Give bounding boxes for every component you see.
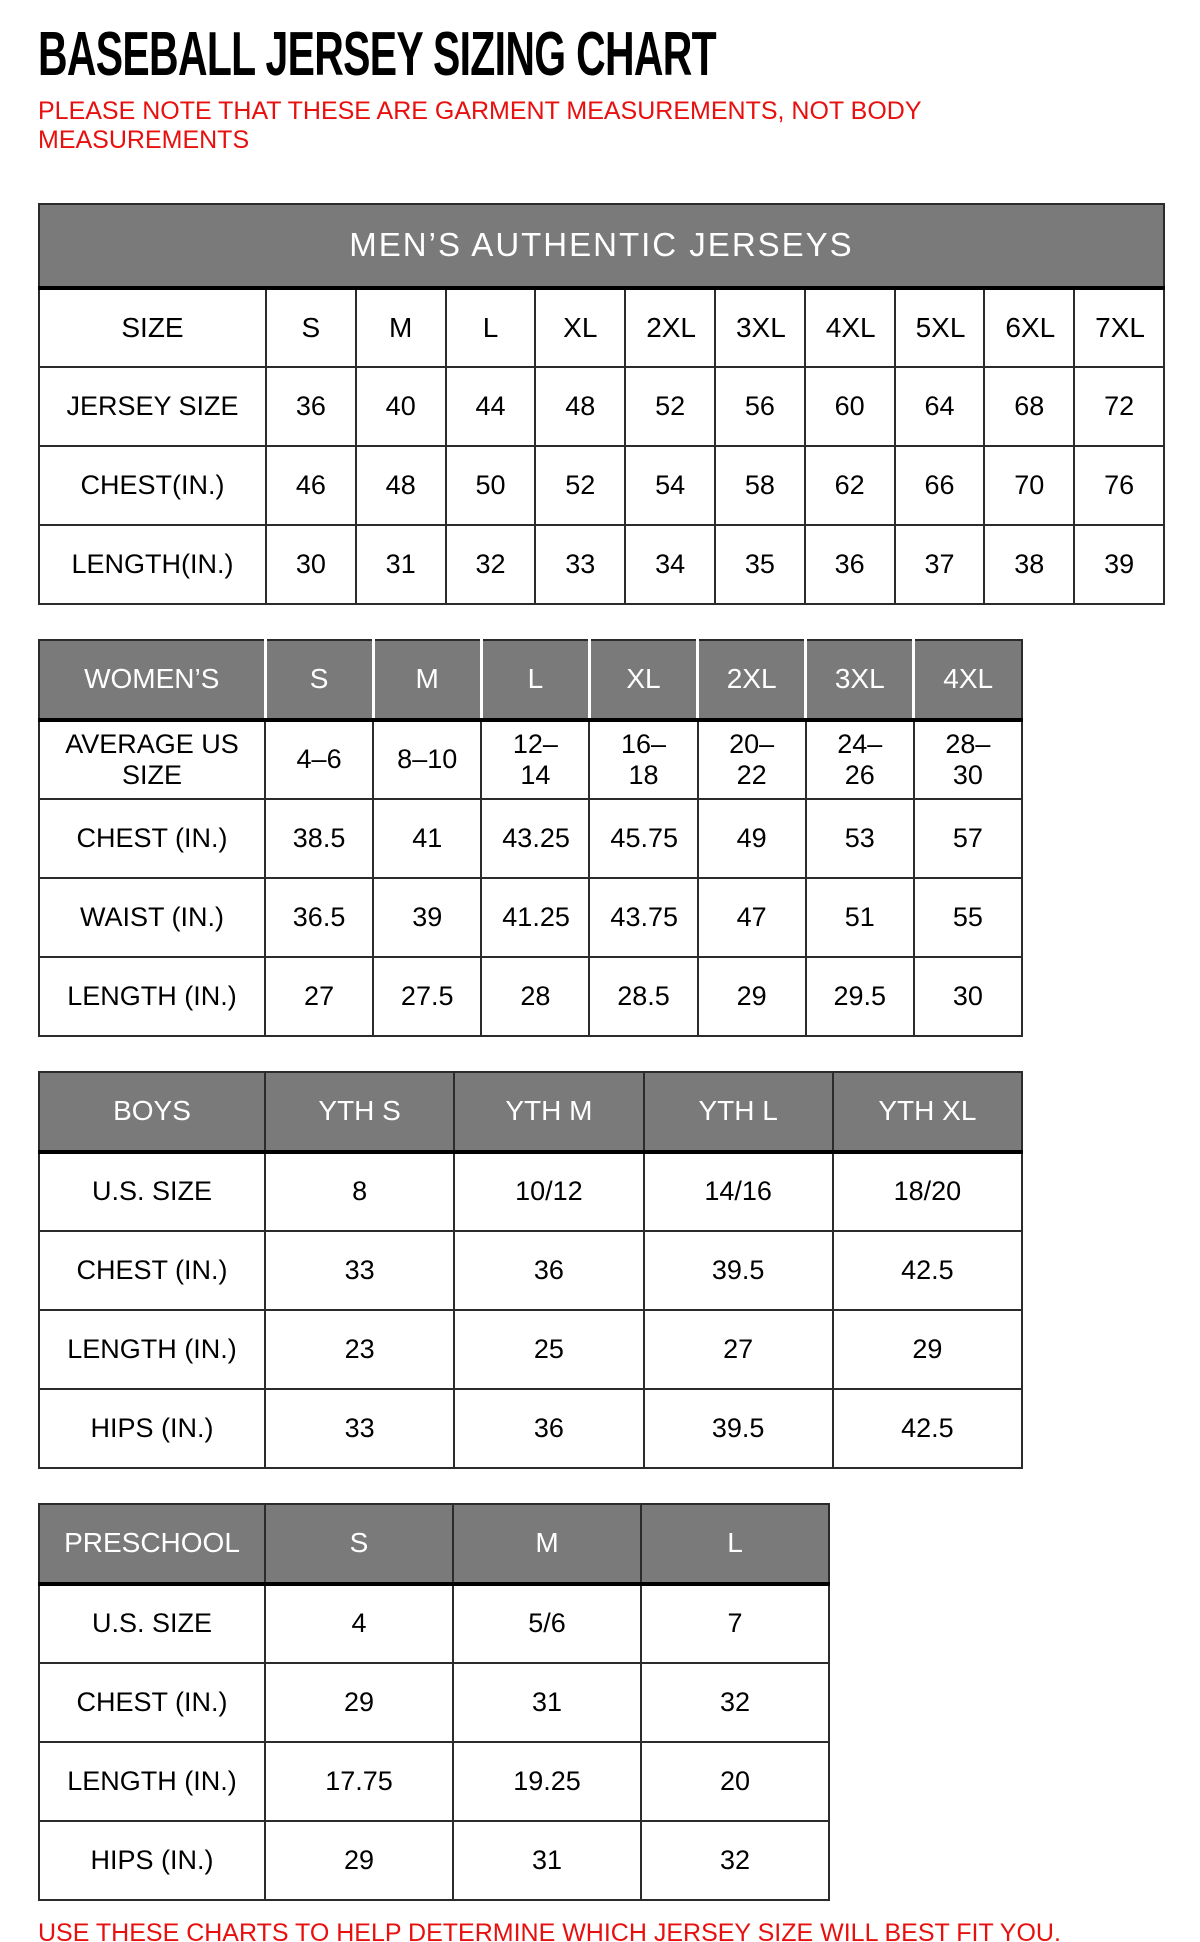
womens-row bbox=[39, 957, 1022, 1036]
preschool-data-cell: 32 bbox=[641, 1821, 829, 1900]
preschool-data-cell: 4 bbox=[265, 1584, 453, 1663]
womens-data-cell: 12–14 bbox=[481, 720, 589, 799]
womens-data-cell: 29.5 bbox=[806, 957, 914, 1036]
womens-data-cell: 53 bbox=[806, 799, 914, 878]
preschool-sizing-table bbox=[38, 1503, 830, 1901]
boys-sizing-table bbox=[38, 1071, 1023, 1469]
womens-row-label: AVERAGE US SIZE bbox=[39, 720, 265, 799]
mens-col-header: L bbox=[446, 288, 536, 367]
boys-row bbox=[39, 1231, 1022, 1310]
mens-col-header: XL bbox=[535, 288, 625, 367]
womens-data-cell: 41.25 bbox=[481, 878, 589, 957]
womens-row-label: CHEST (IN.) bbox=[39, 799, 265, 878]
womens-data-cell: 30 bbox=[914, 957, 1022, 1036]
boys-col-header: YTH S bbox=[265, 1072, 454, 1152]
womens-data-cell: 29 bbox=[698, 957, 806, 1036]
mens-row-label: LENGTH(IN.) bbox=[39, 525, 266, 604]
mens-col-header: M bbox=[356, 288, 446, 367]
womens-col-header: S bbox=[265, 640, 373, 720]
mens-data-cell: 40 bbox=[356, 367, 446, 446]
mens-data-cell: 48 bbox=[535, 367, 625, 446]
womens-row bbox=[39, 720, 1022, 799]
footer-text: USE THESE CHARTS TO HELP DETERMINE WHICH JERSEY SIZE WILL BEST FIT YOU. bbox=[38, 1918, 1061, 1942]
preschool-data-cell: 20 bbox=[641, 1742, 829, 1821]
garment-measurement-note bbox=[38, 97, 1200, 155]
womens-row-label: LENGTH (IN.) bbox=[39, 957, 265, 1036]
mens-data-cell: 62 bbox=[805, 446, 895, 525]
preschool-data-cell: 29 bbox=[265, 1821, 453, 1900]
womens-data-cell: 38.5 bbox=[265, 799, 373, 878]
preschool-row bbox=[39, 1742, 829, 1821]
mens-data-cell: 36 bbox=[805, 525, 895, 604]
preschool-row bbox=[39, 1584, 829, 1663]
mens-data-cell: 39 bbox=[1074, 525, 1164, 604]
preschool-data-cell: 32 bbox=[641, 1663, 829, 1742]
boys-data-cell: 10/12 bbox=[454, 1152, 643, 1231]
page-title: BASEBALL JERSEY SIZING CHART bbox=[38, 20, 717, 89]
boys-row-label: LENGTH (IN.) bbox=[39, 1310, 265, 1389]
womens-data-cell: 27 bbox=[265, 957, 373, 1036]
mens-data-cell: 50 bbox=[446, 446, 536, 525]
boys-data-cell: 42.5 bbox=[833, 1231, 1022, 1310]
womens-col-header: XL bbox=[589, 640, 697, 720]
mens-sizing-table bbox=[38, 203, 1165, 605]
boys-data-cell: 33 bbox=[265, 1389, 454, 1468]
boys-row bbox=[39, 1389, 1022, 1468]
preschool-row bbox=[39, 1821, 829, 1900]
womens-data-cell: 28–30 bbox=[914, 720, 1022, 799]
mens-row-label: CHEST(IN.) bbox=[39, 446, 266, 525]
mens-banner: MEN’S AUTHENTIC JERSEYS bbox=[39, 204, 1164, 288]
mens-data-cell: 68 bbox=[984, 367, 1074, 446]
preschool-data-cell: 17.75 bbox=[265, 1742, 453, 1821]
note-line-1: PLEASE NOTE THAT THESE ARE GARMENT MEASUREMENTS, NOT BODY bbox=[38, 96, 922, 125]
boys-header-label: BOYS bbox=[39, 1072, 265, 1152]
boys-data-cell: 18/20 bbox=[833, 1152, 1022, 1231]
mens-col-header: 3XL bbox=[715, 288, 805, 367]
mens-data-cell: 32 bbox=[446, 525, 536, 604]
boys-data-cell: 39.5 bbox=[644, 1389, 833, 1468]
preschool-data-cell: 31 bbox=[453, 1663, 641, 1742]
womens-data-cell: 28 bbox=[481, 957, 589, 1036]
boys-row bbox=[39, 1310, 1022, 1389]
womens-data-cell: 36.5 bbox=[265, 878, 373, 957]
womens-row bbox=[39, 799, 1022, 878]
boys-row bbox=[39, 1152, 1022, 1231]
womens-data-cell: 8–10 bbox=[373, 720, 481, 799]
boys-col-header: YTH XL bbox=[833, 1072, 1022, 1152]
mens-data-cell: 72 bbox=[1074, 367, 1164, 446]
boys-data-cell: 36 bbox=[454, 1231, 643, 1310]
boys-data-cell: 33 bbox=[265, 1231, 454, 1310]
preschool-col-header: L bbox=[641, 1504, 829, 1584]
mens-data-cell: 52 bbox=[535, 446, 625, 525]
womens-header-label: WOMEN’S bbox=[39, 640, 265, 720]
boys-row-label: U.S. SIZE bbox=[39, 1152, 265, 1231]
mens-data-cell: 58 bbox=[715, 446, 805, 525]
boys-col-header: YTH M bbox=[454, 1072, 643, 1152]
mens-data-cell: 60 bbox=[805, 367, 895, 446]
womens-data-cell: 16–18 bbox=[589, 720, 697, 799]
womens-col-header: M bbox=[373, 640, 481, 720]
womens-data-cell: 55 bbox=[914, 878, 1022, 957]
boys-data-cell: 8 bbox=[265, 1152, 454, 1231]
preschool-data-cell: 5/6 bbox=[453, 1584, 641, 1663]
mens-data-cell: 46 bbox=[266, 446, 356, 525]
mens-data-cell: 44 bbox=[446, 367, 536, 446]
womens-col-header: 4XL bbox=[914, 640, 1022, 720]
mens-col-header: 6XL bbox=[984, 288, 1074, 367]
mens-col-header: 2XL bbox=[625, 288, 715, 367]
womens-data-cell: 45.75 bbox=[589, 799, 697, 878]
womens-data-cell: 49 bbox=[698, 799, 806, 878]
preschool-row-label: U.S. SIZE bbox=[39, 1584, 265, 1663]
mens-data-cell: 66 bbox=[895, 446, 985, 525]
boys-row-label: CHEST (IN.) bbox=[39, 1231, 265, 1310]
womens-data-cell: 51 bbox=[806, 878, 914, 957]
mens-row bbox=[39, 525, 1164, 604]
mens-data-cell: 52 bbox=[625, 367, 715, 446]
mens-data-cell: 35 bbox=[715, 525, 805, 604]
boys-row-label: HIPS (IN.) bbox=[39, 1389, 265, 1468]
boys-col-header: YTH L bbox=[644, 1072, 833, 1152]
mens-data-cell: 34 bbox=[625, 525, 715, 604]
mens-col-header: 4XL bbox=[805, 288, 895, 367]
womens-data-cell: 4–6 bbox=[265, 720, 373, 799]
preschool-data-cell: 7 bbox=[641, 1584, 829, 1663]
womens-row-label: WAIST (IN.) bbox=[39, 878, 265, 957]
mens-data-cell: 64 bbox=[895, 367, 985, 446]
womens-data-cell: 57 bbox=[914, 799, 1022, 878]
womens-data-cell: 28.5 bbox=[589, 957, 697, 1036]
boys-data-cell: 27 bbox=[644, 1310, 833, 1389]
mens-header-label: SIZE bbox=[39, 288, 266, 367]
boys-data-cell: 14/16 bbox=[644, 1152, 833, 1231]
boys-data-cell: 39.5 bbox=[644, 1231, 833, 1310]
womens-data-cell: 47 bbox=[698, 878, 806, 957]
mens-col-header: S bbox=[266, 288, 356, 367]
boys-data-cell: 25 bbox=[454, 1310, 643, 1389]
mens-data-cell: 33 bbox=[535, 525, 625, 604]
preschool-data-cell: 19.25 bbox=[453, 1742, 641, 1821]
boys-data-cell: 23 bbox=[265, 1310, 454, 1389]
womens-data-cell: 24–26 bbox=[806, 720, 914, 799]
womens-col-header: 2XL bbox=[698, 640, 806, 720]
mens-row bbox=[39, 367, 1164, 446]
preschool-header-label: PRESCHOOL bbox=[39, 1504, 265, 1584]
mens-data-cell: 54 bbox=[625, 446, 715, 525]
mens-data-cell: 76 bbox=[1074, 446, 1164, 525]
womens-col-header: L bbox=[481, 640, 589, 720]
preschool-row-label: HIPS (IN.) bbox=[39, 1821, 265, 1900]
boys-data-cell: 42.5 bbox=[833, 1389, 1022, 1468]
preschool-row-label: LENGTH (IN.) bbox=[39, 1742, 265, 1821]
preschool-data-cell: 31 bbox=[453, 1821, 641, 1900]
preschool-data-cell: 29 bbox=[265, 1663, 453, 1742]
womens-data-cell: 27.5 bbox=[373, 957, 481, 1036]
mens-data-cell: 36 bbox=[266, 367, 356, 446]
womens-data-cell: 41 bbox=[373, 799, 481, 878]
mens-row bbox=[39, 446, 1164, 525]
womens-data-cell: 43.25 bbox=[481, 799, 589, 878]
preschool-row-label: CHEST (IN.) bbox=[39, 1663, 265, 1742]
mens-data-cell: 37 bbox=[895, 525, 985, 604]
note-line-2: MEASUREMENTS bbox=[38, 125, 250, 154]
womens-row bbox=[39, 878, 1022, 957]
mens-data-cell: 31 bbox=[356, 525, 446, 604]
womens-data-cell: 39 bbox=[373, 878, 481, 957]
womens-sizing-table bbox=[38, 639, 1023, 1037]
mens-data-cell: 48 bbox=[356, 446, 446, 525]
mens-col-header: 5XL bbox=[895, 288, 985, 367]
mens-data-cell: 30 bbox=[266, 525, 356, 604]
preschool-col-header: M bbox=[453, 1504, 641, 1584]
mens-data-cell: 56 bbox=[715, 367, 805, 446]
mens-col-header: 7XL bbox=[1074, 288, 1164, 367]
womens-data-cell: 43.75 bbox=[589, 878, 697, 957]
mens-data-cell: 70 bbox=[984, 446, 1074, 525]
preschool-row bbox=[39, 1663, 829, 1742]
womens-col-header: 3XL bbox=[806, 640, 914, 720]
mens-row-label: JERSEY SIZE bbox=[39, 367, 266, 446]
preschool-col-header: S bbox=[265, 1504, 453, 1584]
boys-data-cell: 29 bbox=[833, 1310, 1022, 1389]
boys-data-cell: 36 bbox=[454, 1389, 643, 1468]
mens-data-cell: 38 bbox=[984, 525, 1074, 604]
womens-data-cell: 20–22 bbox=[698, 720, 806, 799]
